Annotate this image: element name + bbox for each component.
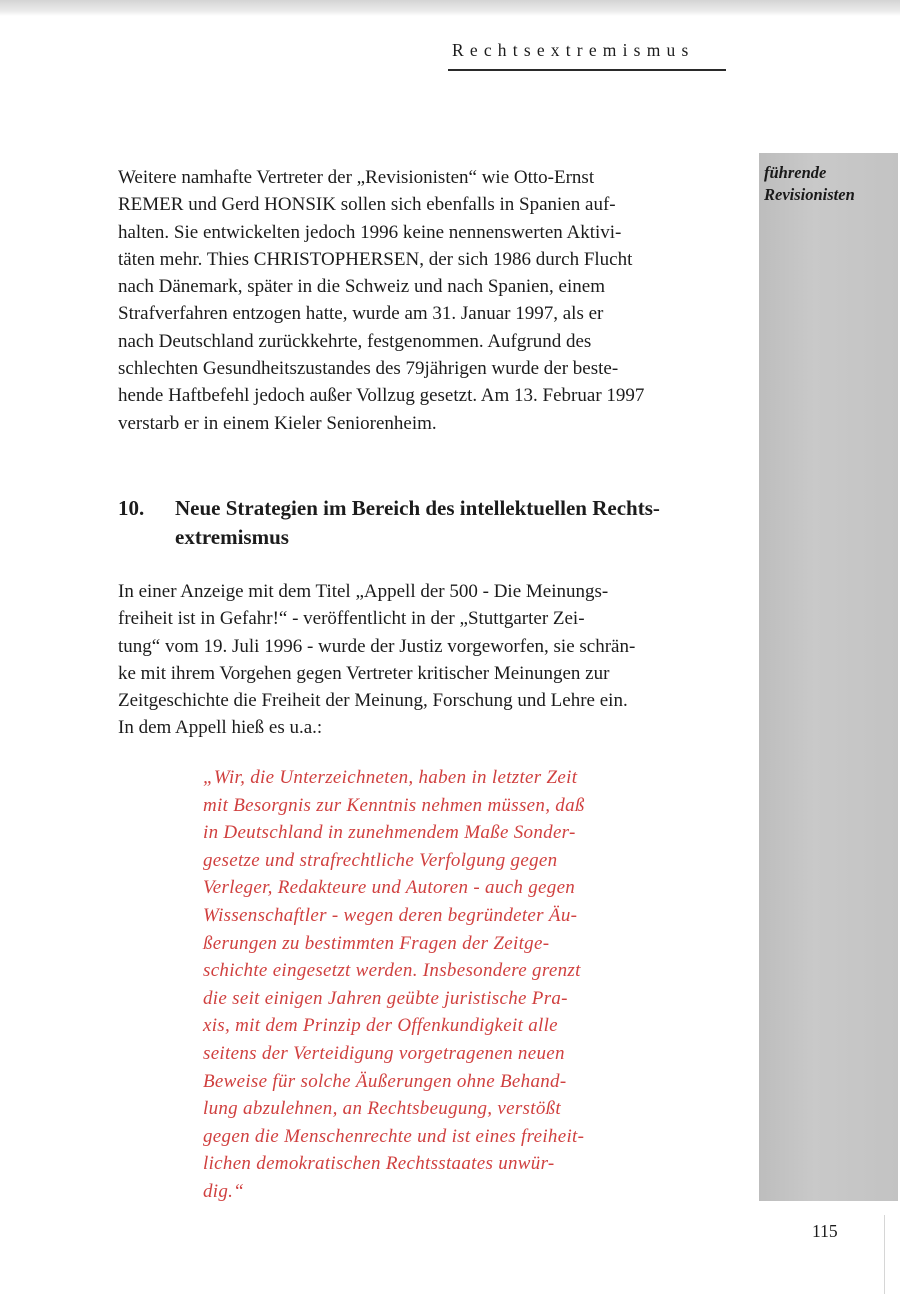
header-rule [448,69,726,71]
body-paragraph-2: In einer Anzeige mit dem Titel „Appell der 500 - Die Meinungs- freiheit ist in Gefahr!“ - veröffentlicht in der „Stuttgarter Zei- tung“ vom 19. Juli 1996 - wurde der Justiz vorgeworfen, sie schrän- ke mit ihrem Vorgehen gegen Vertreter kritischer Meinungen zur Zeitgeschichte die Freiheit der Meinung, Forschung und Lehre ein. In dem Appell hieß es u.a.: [118,581,636,739]
margin-note-line-1: führende [764,163,827,182]
scan-top-shadow [0,0,900,16]
body-paragraph-1: Weitere namhafte Vertreter der „Revisionisten“ wie Otto-Ernst REMER und Gerd HONSIK sollen sich ebenfalls in Spanien auf- halten. Sie entwickelten jedoch 1996 keine nennenswerten Aktivi- täten mehr. Thies CHRISTOPHERSEN, der sich 1986 durch Flucht nach Dänemark, später in die Schweiz und nach Spanien, einem Strafverfahren entzogen hatte, wurde am 31. Januar 1997, als er nach Deutschland zurückkehrte, festgenommen. Aufgrund des schlechten Gesundheitszustandes des 79jährigen wurde der beste- hende Haftbefehl jedoch außer Vollzug gesetzt. Am 13. Februar 1997 verstarb er in einem Kieler Seniorenheim. [118,167,645,434]
block-quote: „Wir, die Unterzeichneten, haben in letzter Zeit mit Besorgnis zur Kenntnis nehmen müssen, daß in Deutschland in zunehmendem Maße Sonder- gesetze und strafrechtliche Verfolgung gegen Verleger, Redakteure und Autoren - auch gegen Wissenschaftler - wegen deren begründeter Äu- ßerungen zu bestimmten Fragen der Zeitge- schichte eingesetzt werden. Insbesondere grenzt die seit einigen Jahren geübte juristische Pra- xis, mit dem Prinzip der Offenkundigkeit alle seitens der Verteidigung vorgetragenen neuen Beweise für solche Äußerungen ohne Behand- lung abzulehnen, an Rechtsbeugung, verstößt gegen die Menschenrechte und ist eines freiheit- lichen demokratischen Rechtsstaates unwür- dig.“ [203,767,585,1202]
margin-note-line-2: Revisionisten [764,185,855,204]
running-head: Rechtsextremismus [452,40,695,60]
margin-note [764,162,894,206]
page-number: 115 [812,1221,838,1241]
section-heading: Neue Strategien im Bereich des intellektuellen Rechts- extremismus [175,496,660,549]
margin-sidebar [759,153,898,1201]
section-number: 10. [118,496,145,520]
page-edge-line [884,1215,885,1294]
